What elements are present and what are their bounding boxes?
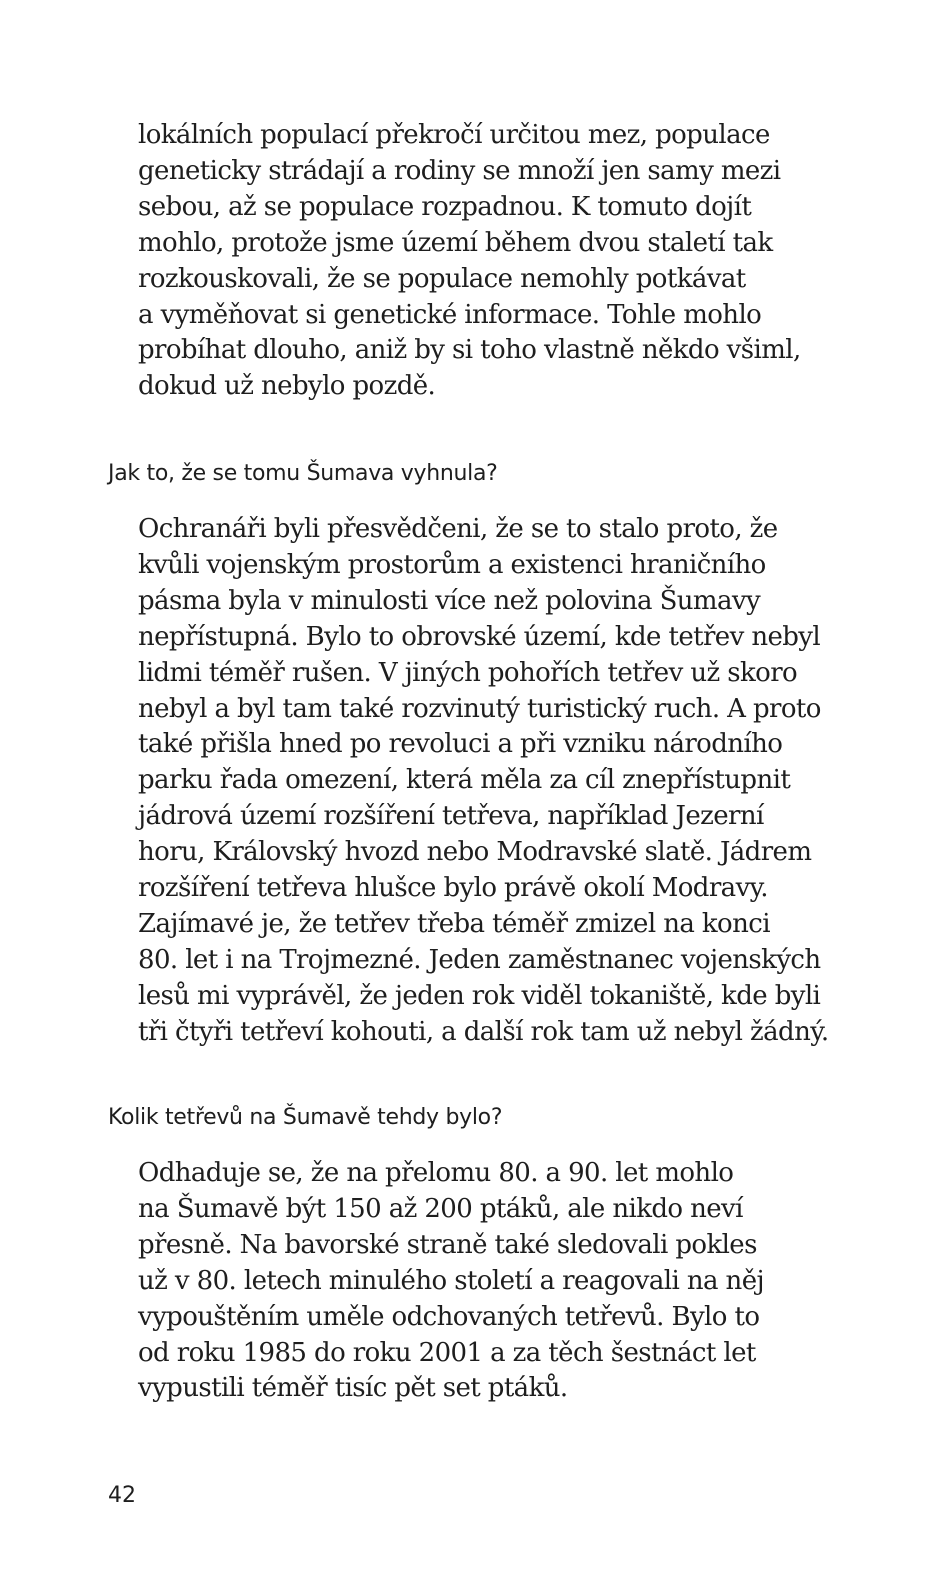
paragraph-line: jádrová území rozšíření tetřeva, například Jezerní: [138, 801, 764, 832]
paragraph-line: vypouštěním uměle odchovaných tetřevů. Bylo to: [138, 1301, 760, 1332]
paragraph-line: lidmi téměř rušen. V jiných pohořích tetřev už skoro: [138, 657, 798, 688]
paragraph-line: mohlo, protože jsme území během dvou staletí tak: [138, 227, 773, 258]
paragraph-line: lokálních populací překročí určitou mez, populace: [138, 120, 770, 150]
paragraph-2: [138, 512, 829, 1051]
paragraph-line: už v 80. letech minulého století a reagovali na něj: [138, 1265, 764, 1296]
paragraph-line: sebou, až se populace rozpadnou. K tomuto dojít: [138, 191, 752, 222]
paragraph-line: Odhaduje se, že na přelomu 80. a 90. let mohlo: [138, 1158, 734, 1188]
paragraph-line: a vyměňovat si genetické informace. Tohle mohlo: [138, 299, 762, 330]
section-heading-1: Jak to, že se tomu Šumava vyhnula?: [108, 461, 498, 486]
page-number: 42: [108, 1483, 136, 1508]
paragraph-line: nebyl a byl tam také rozvinutý turistický ruch. A proto: [138, 693, 821, 724]
paragraph-line: dokud už nebylo pozdě.: [138, 371, 436, 402]
paragraph-line: tři čtyři tetřeví kohouti, a další rok tam už nebyl žádný.: [138, 1016, 829, 1047]
paragraph-line: probíhat dlouho, aniž by si toho vlastně někdo všiml,: [138, 335, 801, 366]
paragraph-line: také přišla hned po revoluci a při vzniku národního: [138, 729, 783, 760]
section-heading-2: Kolik tetřevů na Šumavě tehdy bylo?: [108, 1105, 503, 1130]
paragraph-line: geneticky strádají a rodiny se množí jen samy mezi: [138, 155, 781, 186]
paragraph-line: Zajímavé je, že tetřev třeba téměř zmizel na konci: [138, 908, 770, 939]
paragraph-line: na Šumavě být 150 až 200 ptáků, ale nikdo neví: [138, 1193, 743, 1224]
paragraph-line: pásma byla v minulosti více než polovina Šumavy: [138, 585, 761, 616]
paragraph-line: rozšíření tetřeva hlušce bylo právě okolí Modravy.: [138, 873, 768, 904]
paragraph-line: vypustili téměř tisíc pět set ptáků.: [138, 1373, 568, 1404]
paragraph-line: nepřístupná. Bylo to obrovské území, kde tetřev nebyl: [138, 621, 821, 652]
paragraph-line: 80. let i na Trojmezné. Jeden zaměstnanec vojenských: [138, 944, 821, 975]
paragraph-line: horu, Královský hvozd nebo Modravské slatě. Jádrem: [138, 837, 812, 868]
paragraph-line: od roku 1985 do roku 2001 a za těch šestnáct let: [138, 1337, 756, 1368]
paragraph-line: rozkouskovali, že se populace nemohly potkávat: [138, 263, 746, 294]
paragraph-line: přesně. Na bavorské straně také sledovali pokles: [138, 1229, 757, 1260]
paragraph-line: parku řada omezení, která měla za cíl znepřístupnit: [138, 765, 791, 796]
paragraph-1: [138, 118, 818, 405]
paragraph-line: Ochranáři byli přesvědčeni, že se to stalo proto, že: [138, 514, 778, 544]
paragraph-line: kvůli vojenským prostorům a existenci hraničního: [138, 549, 766, 580]
paragraph-3: [138, 1156, 818, 1407]
paragraph-line: lesů mi vyprávěl, že jeden rok viděl tokaniště, kde byli: [138, 980, 821, 1011]
